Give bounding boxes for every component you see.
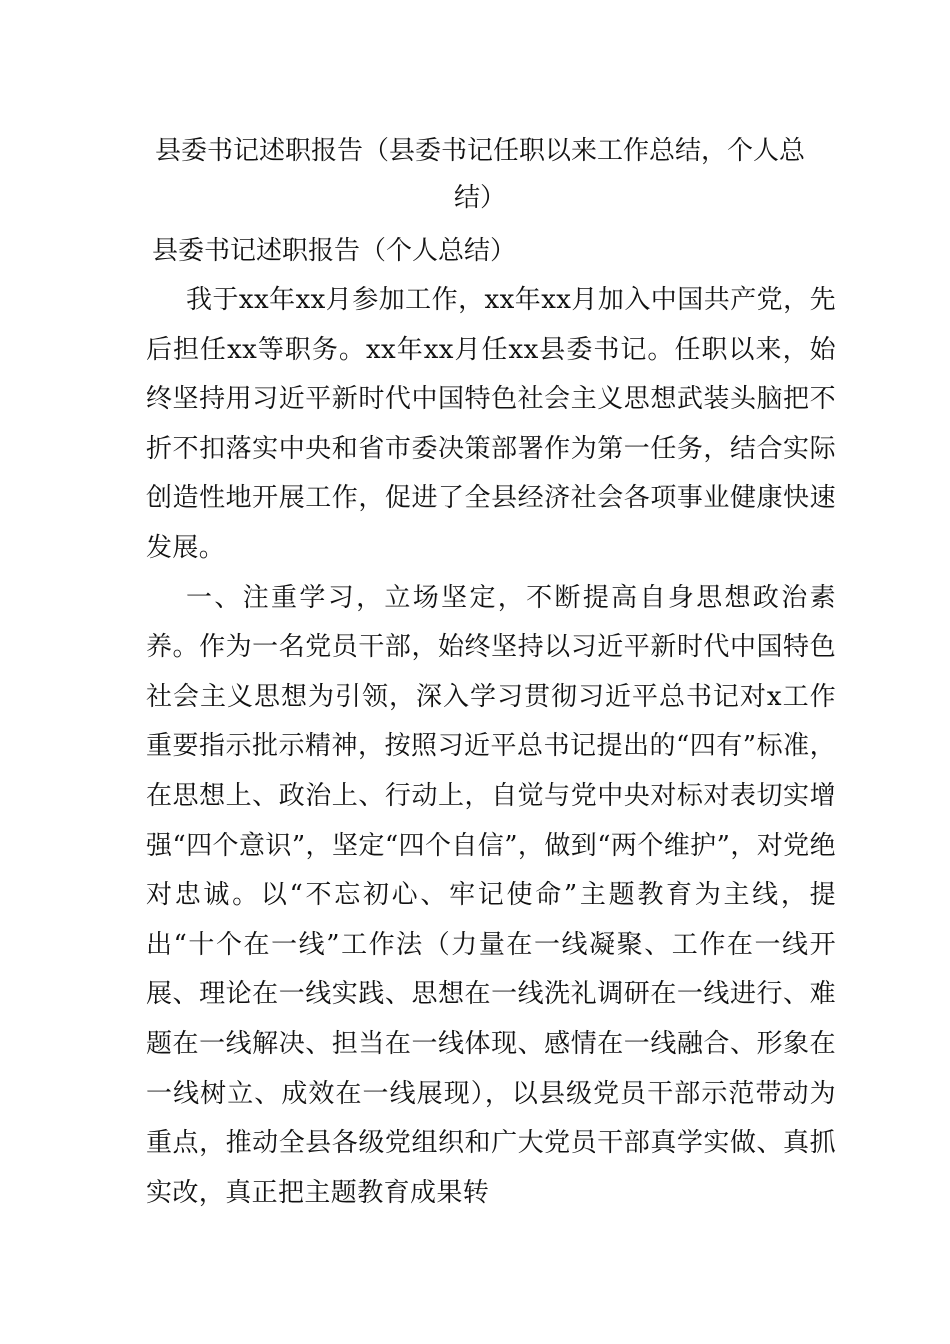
body-paragraph-1: 我于xx年xx月参加工作，xx年xx月加入中国共产党，先后担任xx等职务。xx年xx月任xx县委书记。任职以来，始终坚持用习近平新时代中国特色社会主义思想武装头脑把不折不扣落实中央和省市委决策部署作为第一任务，结合实际创造性地开展工作，促进了全县经济社会各项事业健康快速发展。	[146, 285, 836, 563]
document-title: 县委书记述职报告（县委书记任职以来工作总结，个人总结）	[154, 136, 805, 213]
document-subtitle: 县委书记述职报告（个人总结）	[152, 236, 517, 266]
body-paragraph-2: 一、注重学习，立场坚定，不断提高自身思想政治素养。作为一名党员干部，始终坚持以习近平新时代中国特色社会主义思想为引领，深入学习贯彻习近平总书记对x工作重要指示批示精神，按照习近平总书记提出的“四有”标准，在思想上、政治上、行动上，自觉与党中央对标对表切实增强“四个意识”，坚定“四个自信”，做到“两个维护”，对党绝对忠诚。以“不忘初心、牢记使命”主题教育为主线，提出“十个在一线”工作法（力量在一线凝聚、工作在一线开展、理论在一线实践、思想在一线洗礼调研在一线进行、难题在一线解决、担当在一线体现、感情在一线融合、形象在一线树立、成效在一线展现），以县级党员干部示范带动为重点，推动全县各级党组织和广大党员干部真学实做、真抓实改，真正把主题教育成果转	[146, 582, 836, 1208]
document-body	[146, 276, 836, 1218]
